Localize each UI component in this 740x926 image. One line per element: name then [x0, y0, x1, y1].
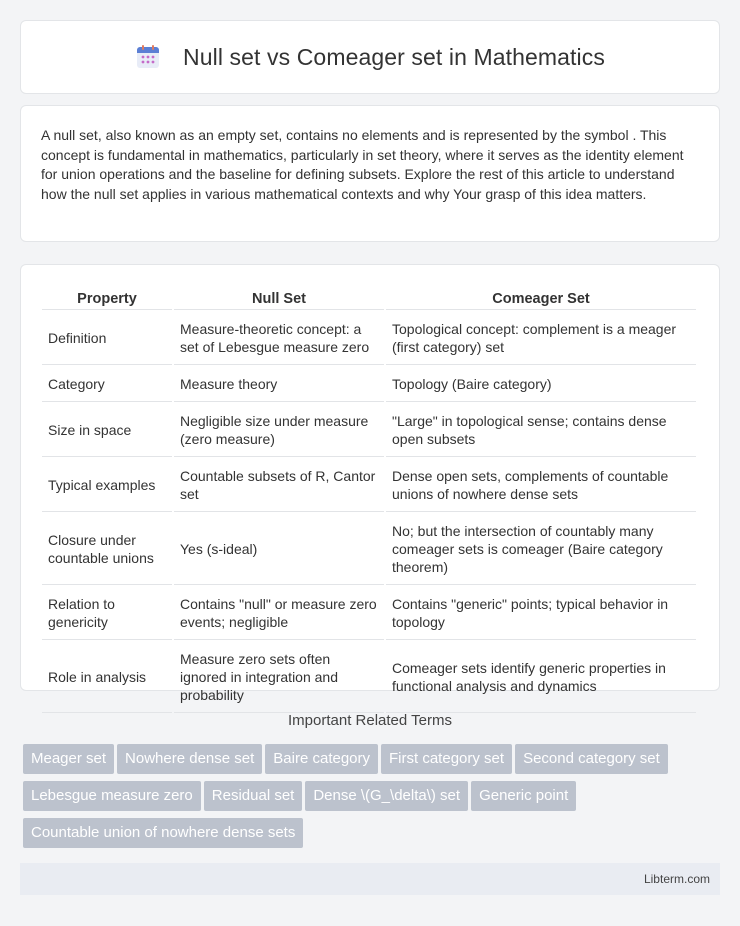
- table-cell: Role in analysis: [42, 642, 172, 713]
- table-cell: Category: [42, 367, 172, 402]
- table-cell: Topological concept: complement is a meager (first category) set: [386, 312, 696, 365]
- table-row: [42, 312, 696, 365]
- comparison-table: [40, 285, 698, 715]
- table-row: [42, 367, 696, 402]
- table-cell: "Large" in topological sense; contains dense open subsets: [386, 404, 696, 457]
- table-cell: Dense open sets, complements of countable unions of nowhere dense sets: [386, 459, 696, 512]
- related-terms-title: Important Related Terms: [288, 712, 452, 729]
- footer: [20, 863, 720, 895]
- table-row: [42, 514, 696, 585]
- column-header: Null Set: [174, 287, 384, 310]
- calendar-icon: [135, 44, 161, 70]
- term-tag[interactable]: Lebesgue measure zero: [23, 781, 201, 811]
- table-cell: Topology (Baire category): [386, 367, 696, 402]
- table-cell: Comeager sets identify generic properties in functional analysis and dynamics: [386, 642, 696, 713]
- table-row: [42, 404, 696, 457]
- table-cell: Yes (s-ideal): [174, 514, 384, 585]
- term-tag[interactable]: Nowhere dense set: [117, 744, 262, 774]
- intro-text: A null set, also known as an empty set, contains no elements and is represented by the symbol . This concept is fundamental in mathematics, particularly in set theory, where it serves as the identity element for union operations and the baseline for defining subsets. Explore the rest of this article to understand how the null set applies in various mathematical contexts and why Your grasp of this idea matters.: [41, 127, 684, 202]
- table-row: [42, 587, 696, 640]
- table-cell: No; but the intersection of countably many comeager sets is comeager (Baire category theorem): [386, 514, 696, 585]
- table-cell: Negligible size under measure (zero measure): [174, 404, 384, 457]
- table-cell: Measure theory: [174, 367, 384, 402]
- term-tag[interactable]: Residual set: [204, 781, 303, 811]
- table-row: [42, 642, 696, 713]
- term-tag[interactable]: First category set: [381, 744, 512, 774]
- table-row: [42, 459, 696, 512]
- page-title: Null set vs Comeager set in Mathematics: [183, 43, 605, 70]
- table-cell: Countable subsets of R, Cantor set: [174, 459, 384, 512]
- table-cell: Closure under countable unions: [42, 514, 172, 585]
- table-header-row: [42, 287, 696, 310]
- comparison-table-card: [20, 264, 720, 703]
- related-terms-list: [23, 744, 723, 855]
- term-tag[interactable]: Baire category: [265, 744, 378, 774]
- term-tag[interactable]: Dense \(G_\delta\) set: [305, 781, 468, 811]
- table-cell: Relation to genericity: [42, 587, 172, 640]
- term-tag[interactable]: Countable union of nowhere dense sets: [23, 818, 303, 848]
- column-header: Property: [42, 287, 172, 310]
- table-cell: Definition: [42, 312, 172, 365]
- header-card: [20, 20, 720, 94]
- intro-card: [20, 105, 720, 242]
- term-tag[interactable]: Second category set: [515, 744, 668, 774]
- table-cell: Measure zero sets often ignored in integration and probability: [174, 642, 384, 713]
- term-tag[interactable]: Generic point: [471, 781, 576, 811]
- footer-site-link[interactable]: Libterm.com: [643, 872, 710, 886]
- table-cell: Contains "null" or measure zero events; negligible: [174, 587, 384, 640]
- table-cell: Typical examples: [42, 459, 172, 512]
- table-cell: Size in space: [42, 404, 172, 457]
- table-cell: Measure-theoretic concept: a set of Lebesgue measure zero: [174, 312, 384, 365]
- column-header: Comeager Set: [386, 287, 696, 310]
- term-tag[interactable]: Meager set: [23, 744, 114, 774]
- table-cell: Contains "generic" points; typical behavior in topology: [386, 587, 696, 640]
